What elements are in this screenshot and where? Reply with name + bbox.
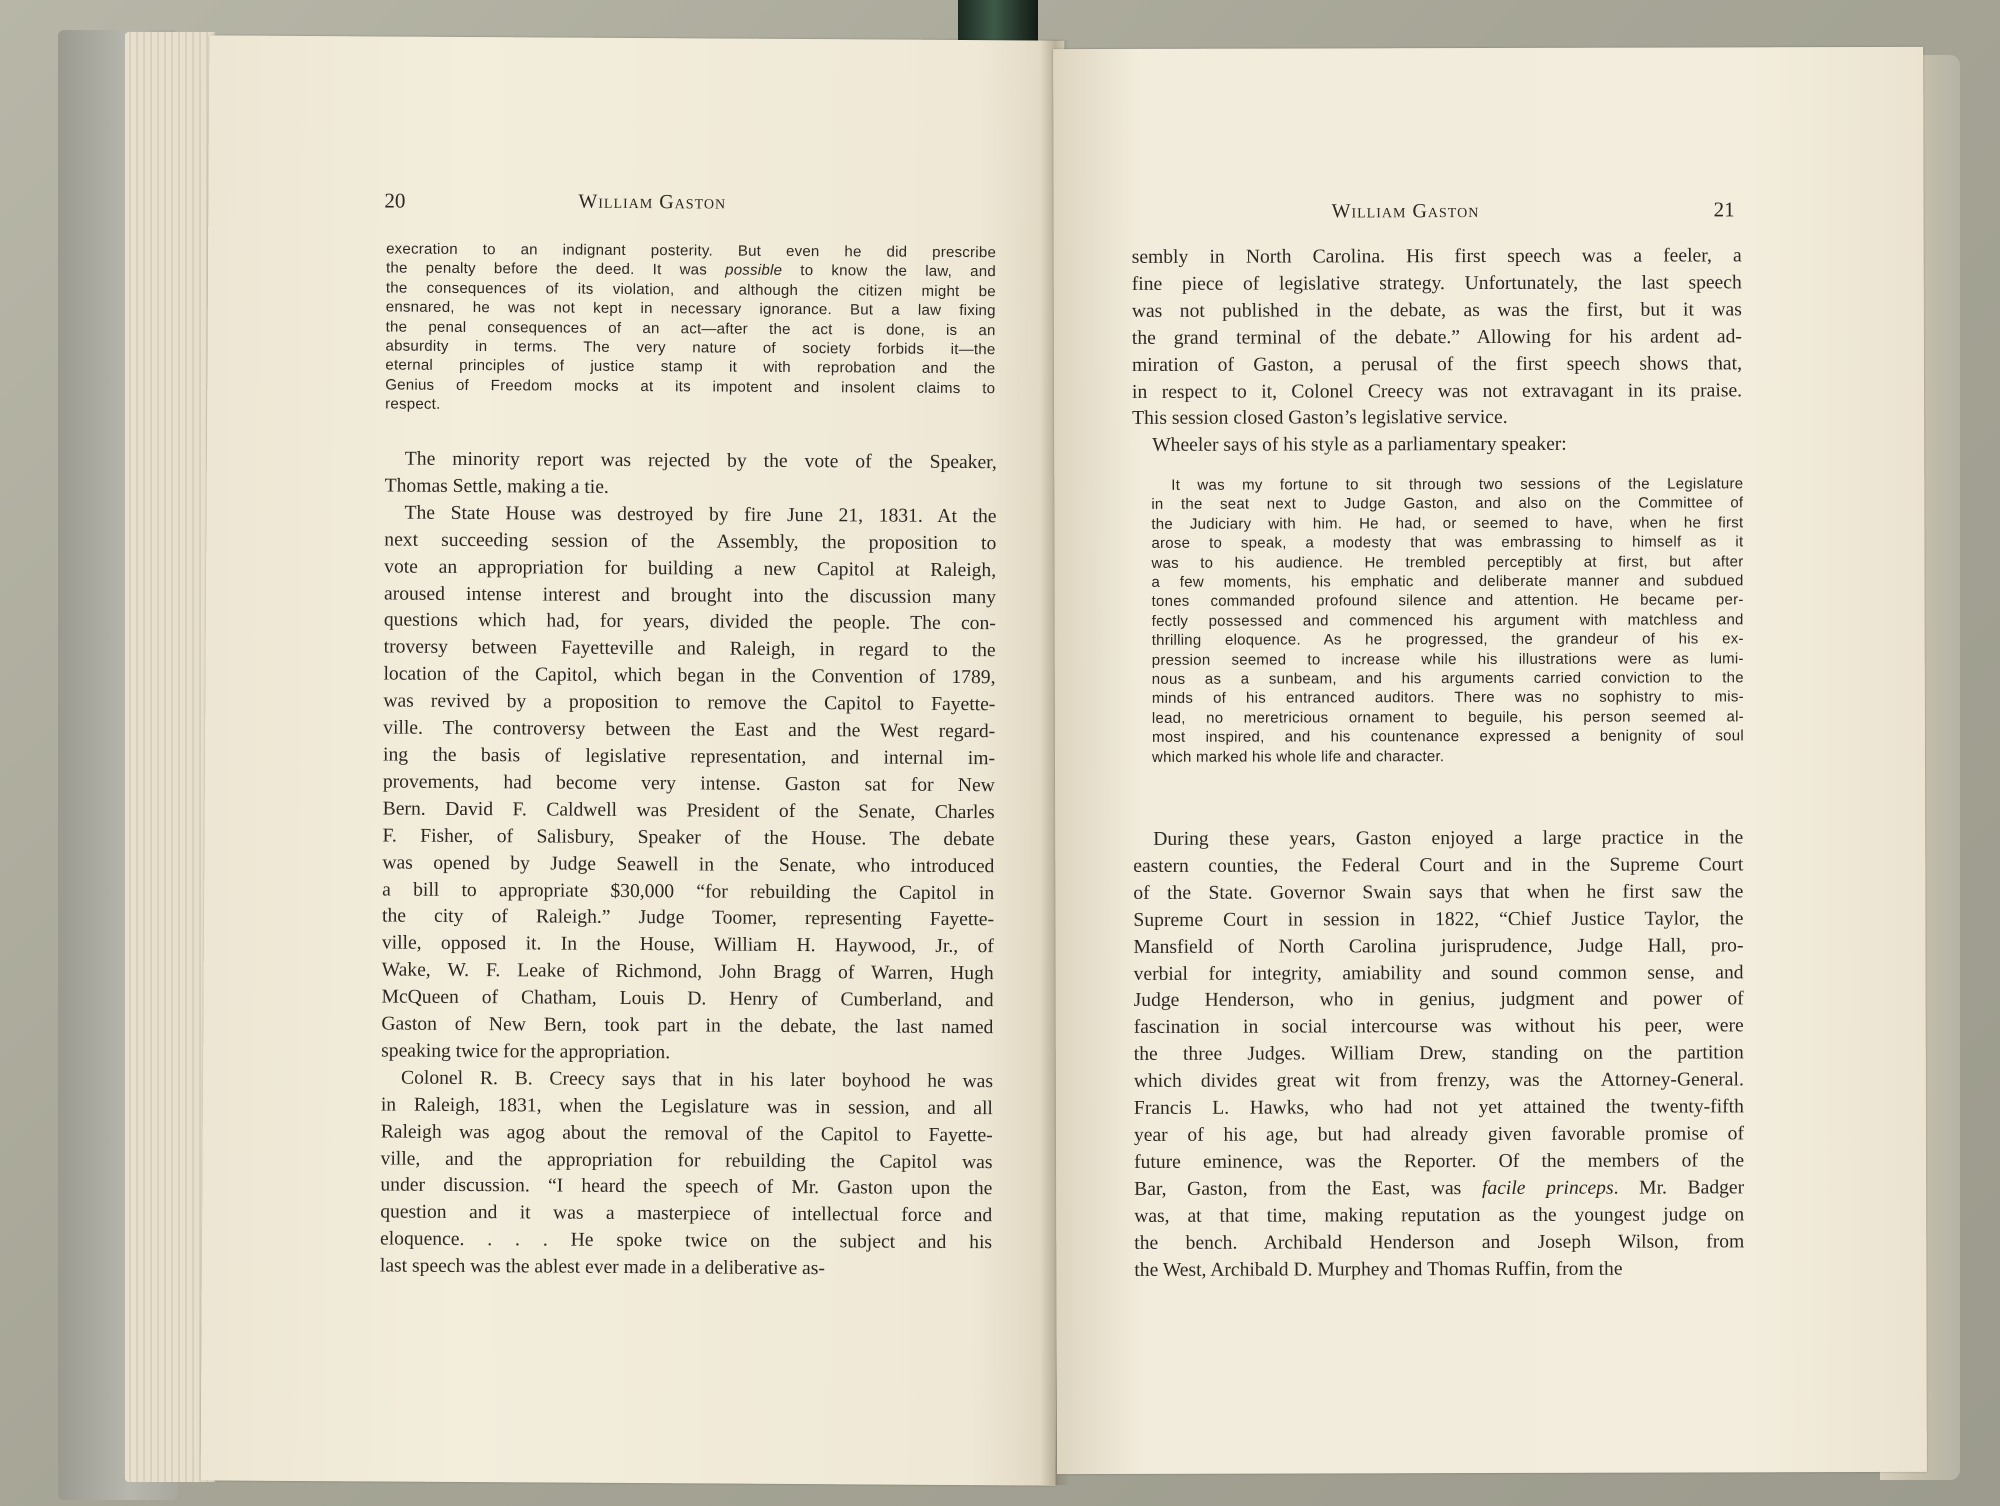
text-line: sembly in North Carolina. His first speech was a feeler, a: [1131, 245, 1742, 268]
text-line: Thomas Settle, making a tie.: [384, 475, 609, 498]
quote-line: tones commanded profound silence and attention. He became per-: [1151, 591, 1744, 611]
text-line: in Raleigh, 1831, when the Legislature was in session, and all: [380, 1094, 993, 1119]
text-line: vote an appropriation for building a new Capitol at Raleigh,: [384, 556, 997, 581]
text-line: under discussion. “I heard the speech of Mr. Gaston upon the: [380, 1174, 993, 1200]
body-text-bottom: [1133, 825, 1744, 1284]
block-quote: [385, 239, 996, 417]
quote-line: pression seemed to increase while his illustrations were as lumi-: [1151, 649, 1744, 669]
running-head: William Gaston: [1331, 200, 1480, 223]
quote-line: lead, no meretricious ornament to beguile, his person seemed al-: [1151, 708, 1744, 727]
text-line: fine piece of legislative strategy. Unfortunately, the last speech: [1131, 272, 1742, 295]
body-text-top: [1132, 243, 1743, 460]
page-number: 21: [1713, 197, 1735, 222]
text-line: a bill to appropriate $30,000 “for rebuilding the Capitol in: [382, 878, 995, 904]
text-line: aroused intense interest and brought into the discussion many: [383, 583, 997, 608]
text-line: was, at that time, making reputation as the youngest judge on: [1134, 1204, 1745, 1227]
quote-line: the penalty before the deed. It was possible to know the law, and: [385, 259, 997, 281]
text-line: Bar, Gaston, from the East, was facile princeps. Mr. Badger: [1134, 1177, 1745, 1200]
text-line: the three Judges. William Drew, standing on the partition: [1133, 1042, 1744, 1066]
text-line: Raleigh was agog about the removal of the Capitol to Fayette-: [380, 1121, 993, 1146]
quote-line: arose to speak, a modesty that was embrassing to himself as it: [1151, 533, 1744, 553]
quote-line: which marked his whole life and character.: [1151, 747, 1445, 766]
text-line: the West, Archibald D. Murphey and Thomas Ruffin, from the: [1134, 1258, 1623, 1281]
quote-line: a few moments, his emphatic and deliberate manner and subdued: [1151, 572, 1744, 591]
text-line: Judge Henderson, who in genius, judgment and power of: [1133, 988, 1744, 1012]
text-line: troversy between Fayetteville and Raleigh, in regard to the: [383, 636, 996, 662]
quote-line: was to his audience. He trembled perceptibly at first, but after: [1151, 552, 1744, 572]
quote-line: Genius of Freedom mocks at its impotent and insolent claims to: [385, 376, 996, 398]
text-line: This session closed Gaston’s legislative service.: [1132, 407, 1508, 430]
running-head: William Gaston: [578, 190, 727, 214]
text-line: questions which had, for years, divided the people. The con-: [383, 609, 996, 635]
quote-line: eternal principles of justice stamp it with reprobation and the: [385, 356, 996, 378]
text-line: next succeeding session of the Assembly, the proposition to: [384, 529, 997, 554]
text-line: ville, and the appropriation for rebuilding the Capitol was: [380, 1148, 993, 1173]
quote-line: in the seat next to Judge Gaston, and also on the Committee of: [1151, 494, 1744, 514]
text-line: Gaston of New Bern, took part in the debate, the last named: [381, 1013, 994, 1039]
right-page: [1053, 47, 1927, 1474]
text-line: eloquence. . . . He spoke twice on the subject and his: [380, 1228, 993, 1254]
body-text: [380, 446, 997, 1284]
quote-line: execration to an indignant posterity. But even he did prescribe: [386, 240, 997, 262]
text-line: the bench. Archibald Henderson and Joseph Wilson, from: [1134, 1230, 1745, 1254]
quote-line: absurdity in terms. The very nature of society forbids it—the: [385, 337, 996, 359]
text-line: Mansfield of North Carolina jurisprudence, Judge Hall, pro-: [1133, 934, 1744, 958]
text-line: the city of Raleigh.” Judge Toomer, representing Fayette-: [381, 905, 995, 931]
text-line: Wheeler says of his style as a parliamentary speaker:: [1152, 434, 1567, 457]
text-line: The minority report was rejected by the vote of the Speaker,: [404, 448, 997, 474]
quote-line: nous as a sunbeam, and his arguments carried conviction to the: [1151, 669, 1744, 688]
quote-line: thrilling eloquence. As he progressed, the grandeur of his ex-: [1151, 630, 1744, 650]
quote-line: fectly possessed and commenced his argument with matchless and: [1151, 611, 1744, 630]
text-line: which divides great wit from frenzy, was the Attorney-General.: [1133, 1069, 1744, 1093]
text-line: miration of Gaston, a perusal of the first speech shows that,: [1131, 352, 1742, 376]
text-line: F. Fisher, of Salisbury, Speaker of the House. The debate: [382, 825, 995, 850]
text-line: Wake, W. F. Leake of Richmond, John Bragg of Warren, Hugh: [381, 959, 994, 985]
text-line: year of his age, but had already given favorable promise of: [1133, 1123, 1745, 1146]
text-line: speaking twice for the appropriation.: [381, 1040, 671, 1064]
text-line: ville. The controversy between the East and the West regard-: [383, 717, 996, 743]
text-line: During these years, Gaston enjoyed a large practice in the: [1153, 827, 1744, 850]
text-line: Bern. David F. Caldwell was President of the Senate, Charles: [382, 798, 995, 823]
text-line: was opened by Judge Seawell in the Senate, who introduced: [382, 852, 995, 877]
text-line: ville, opposed it. In the House, William H. Haywood, Jr., of: [381, 932, 994, 958]
quote-line: respect.: [385, 395, 441, 414]
quote-line: the consequences of its violation, and although the citizen might be: [385, 279, 996, 301]
text-line: of the State. Governor Swain says that when he first saw the: [1133, 881, 1744, 904]
text-line: the grand terminal of the debate.” Allowing for his ardent ad-: [1131, 326, 1742, 349]
text-line: eastern counties, the Federal Court and in the Supreme Court: [1133, 854, 1744, 877]
quote-line: It was my fortune to sit through two sessions of the Legislature: [1171, 475, 1744, 494]
text-line: verbial for integrity, amiability and sound common sense, and: [1133, 961, 1744, 985]
text-line: location of the Capitol, which began in the Convention of 1789,: [383, 663, 996, 689]
text-line: was revived by a proposition to remove the Capitol to Fayette-: [383, 690, 996, 716]
text-line: was not published in the debate, as was the first, but it was: [1131, 299, 1742, 322]
quote-line: minds of his entranced auditors. There was no sophistry to mis-: [1151, 688, 1744, 708]
quote-line: the Judiciary with him. He had, or seemed to have, when he first: [1151, 514, 1744, 533]
left-page: [201, 35, 1065, 1485]
quote-line: most inspired, and his countenance expressed a benignity of soul: [1151, 727, 1744, 747]
text-line: provements, had become very intense. Gaston sat for New: [382, 771, 995, 797]
text-line: in respect to it, Colonel Creecy was not extravagant in its praise.: [1132, 379, 1743, 403]
text-line: question and it was a masterpiece of intellectual force and: [380, 1201, 993, 1227]
text-line: Colonel R. B. Creecy says that in his later boyhood he was: [400, 1067, 994, 1093]
text-line: Francis L. Hawks, who had not yet attained the twenty-fifth: [1133, 1096, 1744, 1119]
text-line: Supreme Court in session in 1822, “Chief Justice Taylor, the: [1133, 908, 1744, 931]
text-line: The State House was destroyed by fire June 21, 1831. At the: [404, 502, 997, 528]
text-line: McQueen of Chatham, Louis D. Henry of Cumberland, and: [381, 986, 994, 1012]
text-line: future eminence, was the Reporter. Of the members of the: [1134, 1150, 1745, 1173]
quote-line: the penal consequences of an act—after the act is done, is an: [385, 318, 996, 339]
block-quote: [1151, 474, 1744, 767]
page-number: 20: [384, 188, 406, 213]
text-line: last speech was the ablest ever made in a deliberative as-: [379, 1255, 825, 1280]
quote-line: ensnared, he was not kept in necessary ignorance. But a law fixing: [385, 298, 996, 320]
text-line: ing the basis of legislative representation, and internal im-: [382, 744, 996, 770]
text-line: fascination in social intercourse was without his peer, were: [1133, 1015, 1744, 1039]
